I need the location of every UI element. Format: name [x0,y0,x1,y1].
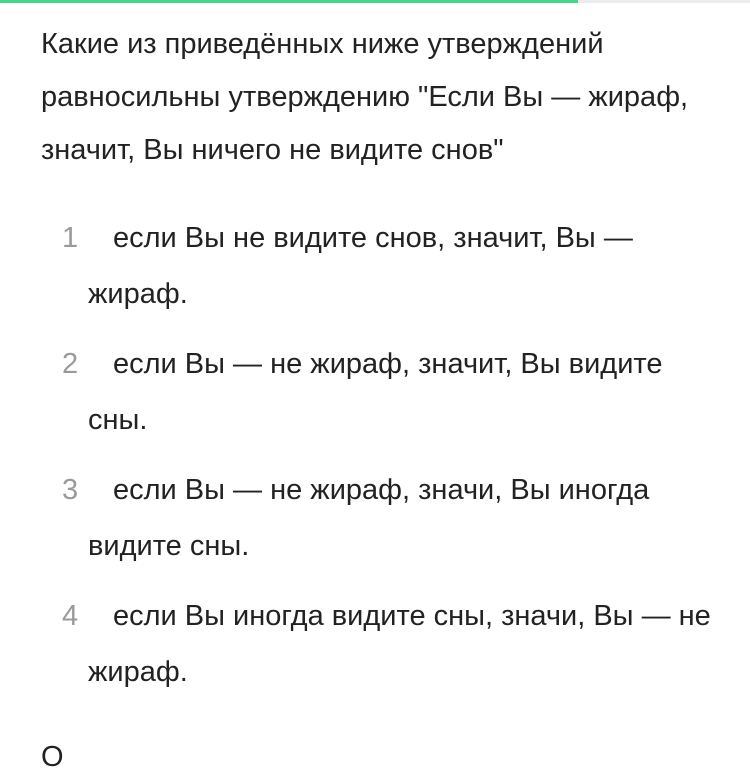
option-number: 1 [62,222,79,254]
option-text: если Вы — не жираф, значит, Вы видите сны. [88,348,663,436]
progress-bar-fill [0,0,578,3]
option-item-2 [0,336,713,448]
option-number: 2 [62,348,79,380]
question-text: Какие из приведённых ниже утверждений равносильны утверждению "Если Вы — жираф, значит, Вы ничего не видите снов" [41,28,689,166]
option-number: 4 [62,600,79,632]
option-number: 3 [62,474,79,506]
option-item-3 [0,462,713,574]
next-paragraph-partial [41,729,721,773]
option-text: если Вы — не жираф, значи, Вы иногда видите сны. [88,474,650,562]
progress-bar [0,0,750,3]
options-list [0,210,750,714]
option-item-1 [0,210,713,322]
option-item-4 [0,588,713,700]
option-text: если Вы иногда видите сны, значи, Вы — не жираф. [88,600,711,688]
option-text: если Вы не видите снов, значит, Вы — жираф. [88,222,633,310]
next-paragraph-text: О [41,741,64,773]
